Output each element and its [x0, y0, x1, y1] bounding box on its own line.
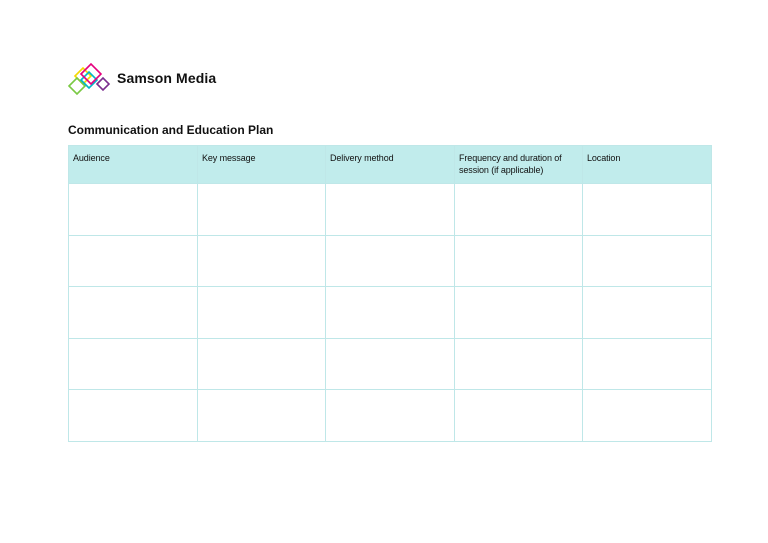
table-row: [69, 390, 712, 442]
table-cell[interactable]: [326, 338, 455, 390]
table-cell[interactable]: [198, 184, 326, 236]
table-cell[interactable]: [69, 235, 198, 287]
table-row: [69, 235, 712, 287]
column-header-audience: Audience: [69, 146, 198, 184]
table-cell[interactable]: [455, 338, 583, 390]
table-cell[interactable]: [455, 235, 583, 287]
table-row: [69, 338, 712, 390]
table-cell[interactable]: [69, 338, 198, 390]
table-cell[interactable]: [69, 184, 198, 236]
table-row: [69, 184, 712, 236]
table-cell[interactable]: [583, 235, 712, 287]
table-cell[interactable]: [198, 287, 326, 339]
table-cell[interactable]: [455, 390, 583, 442]
table-row: [69, 287, 712, 339]
page-title: Communication and Education Plan: [68, 123, 274, 137]
table-header-row: [69, 146, 712, 184]
table-cell[interactable]: [326, 184, 455, 236]
table-cell[interactable]: [583, 338, 712, 390]
table-cell[interactable]: [455, 184, 583, 236]
column-header-location: Location: [583, 146, 712, 184]
diamond-squares-logo-icon: [67, 60, 111, 96]
table-cell[interactable]: [583, 390, 712, 442]
company-name: Samson Media: [117, 70, 217, 86]
table-cell[interactable]: [198, 390, 326, 442]
table-cell[interactable]: [583, 287, 712, 339]
column-header-frequency-duration: Frequency and duration of session (if applicable): [455, 146, 583, 184]
table-cell[interactable]: [198, 235, 326, 287]
table-cell[interactable]: [326, 287, 455, 339]
table-cell[interactable]: [583, 184, 712, 236]
column-header-key-message: Key message: [198, 146, 326, 184]
table-cell[interactable]: [326, 235, 455, 287]
table-cell[interactable]: [326, 390, 455, 442]
column-header-delivery-method: Delivery method: [326, 146, 455, 184]
document-header: [67, 60, 216, 96]
communication-plan-table: [68, 145, 712, 442]
table-cell[interactable]: [69, 287, 198, 339]
table-cell[interactable]: [69, 390, 198, 442]
table-cell[interactable]: [198, 338, 326, 390]
table-cell[interactable]: [455, 287, 583, 339]
